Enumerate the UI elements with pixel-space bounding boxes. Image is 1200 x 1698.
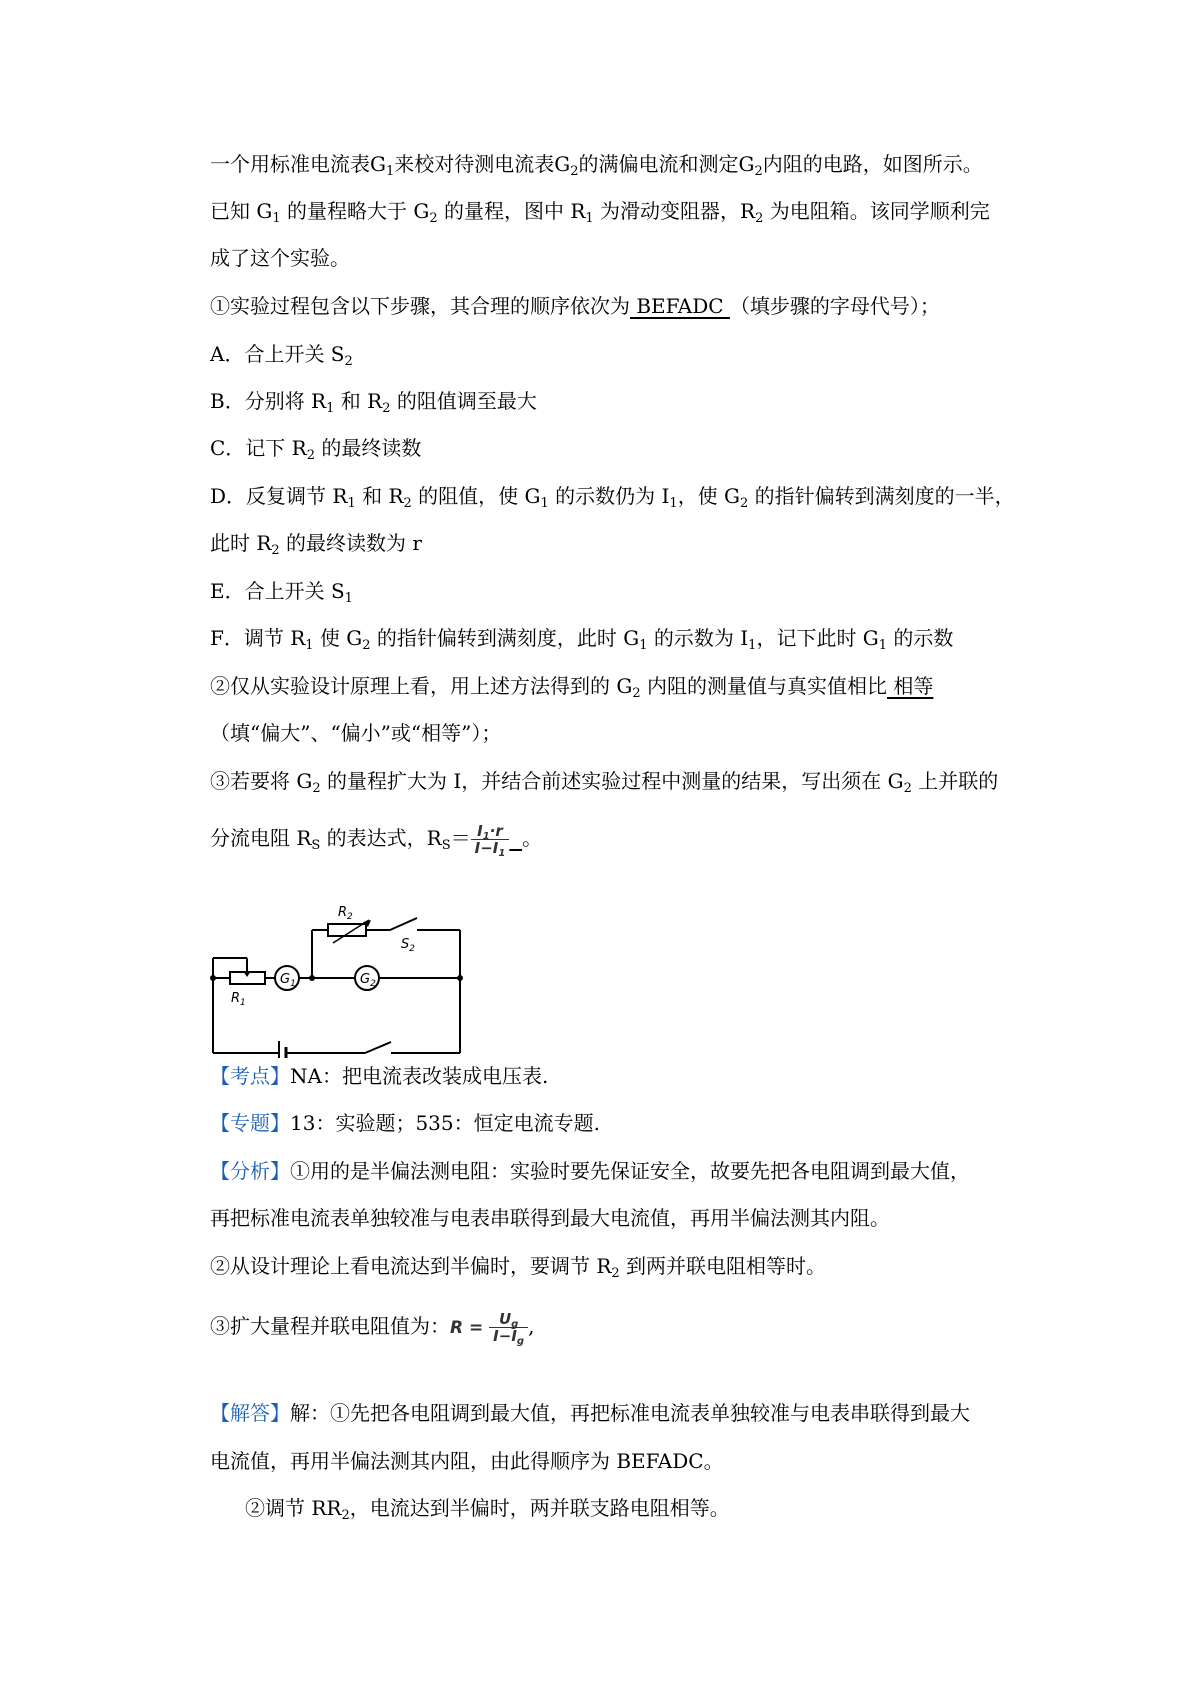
kaodian-tag: 【考点】 xyxy=(210,1064,290,1088)
fenxi-line-2: 再把标准电流表单独较准与电表串联得到最大电流值，再用半偏法测其内阻。 xyxy=(210,1206,890,1230)
zhuanti-tag: 【专题】 xyxy=(210,1111,290,1135)
fenxi-line-1: 【分析】①用的是半偏法测电阻：实验时要先保证安全，故要先把各电阻调到最大值， xyxy=(210,1159,970,1183)
step-d-cont: 此时 $R_2$ 的最终读数为 r xyxy=(210,531,422,558)
label-r2: $R_2$ xyxy=(338,905,353,922)
fenxi-tag: 【分析】 xyxy=(210,1159,290,1183)
kaodian: 【考点】NA：把电流表改装成电压表. xyxy=(210,1064,549,1088)
answer-2: 相等 xyxy=(886,674,934,698)
switch-s1 xyxy=(365,1042,391,1053)
jieda-tag: 【解答】 xyxy=(210,1401,290,1425)
jieda-line-2: 电流值，再用半偏法测其内阻，由此得顺序为 BEFADC。 xyxy=(210,1449,724,1473)
answer-1: BEFADC xyxy=(630,294,730,318)
step-f: F．调节 $R_1$ 使 $G_2$ 的指针偏转到满刻度，此时 $G_1$ 的示数为 $I_1$，记下此时 $G_1$ 的示数 xyxy=(210,626,954,653)
label-r1: $R_1$ xyxy=(231,991,246,1008)
range-formula-fraction: $\frac{U_g}{I-I_g}$ xyxy=(489,1311,528,1345)
answer-3-fraction: $\frac{I_1\cdot r}{I-I_1}$ xyxy=(471,823,510,857)
switch-s2 xyxy=(390,918,417,930)
question-2: ②仅从实验设计原理上看，用上述方法得到的 $G_2$ 内阻的测量值与真实值相比 相等 xyxy=(210,674,934,701)
label-s2: $S_2$ xyxy=(401,937,415,954)
question-2-hint: （填“偏大”、“偏小”或“相等”）； xyxy=(210,721,502,745)
answer-3 xyxy=(471,821,522,859)
zhuanti: 【专题】13：实验题；535：恒定电流专题. xyxy=(210,1111,600,1135)
jieda-line-1: 【解答】解：①先把各电阻调到最大值，再把标准电流表单独较准与电表串联得到最大 xyxy=(210,1401,970,1425)
label-g2: $G_2$ xyxy=(360,972,376,989)
intro-line-2: 已知 $G_1$ 的量程略大于 $G_2$ 的量程，图中 $R_1$ 为滑动变阻器，$R_2$ 为电阻箱。该同学顺利完 xyxy=(210,199,990,226)
label-g1: $G_1$ xyxy=(280,972,296,989)
fenxi-line-4: ③扩大量程并联电阻值为：R = $\frac{U_g}{I-I_g}$ , xyxy=(210,1309,535,1347)
intro-line-3: 成了这个实验。 xyxy=(210,246,350,270)
question-3: ③若要将 $G_2$ 的量程扩大为 I，并结合前述实验过程中测量的结果，写出须在 $G_2$ 上并联的 xyxy=(210,769,999,796)
step-e: E．合上开关 $S_1$ xyxy=(210,579,353,606)
question-1: ①实验过程包含以下步骤，其合理的顺序依次为 BEFADC （填步骤的字母代号）； xyxy=(210,294,940,318)
jieda-line-3: ②调节 $RR_2$，电流达到半偏时，两并联支路电阻相等。 xyxy=(245,1496,730,1523)
step-b: B．分别将 $R_1$ 和 $R_2$ 的阻值调至最大 xyxy=(210,389,537,416)
step-c: C．记下 $R_2$ 的最终读数 xyxy=(210,436,422,463)
intro-line-1: 一个用标准电流表$G_1$来校对待测电流表$G_2$的满偏电流和测定$G_2$内阻的电路，如图所示。 xyxy=(210,152,983,179)
step-a: A．合上开关 $S_2$ xyxy=(210,342,353,369)
step-d: D．反复调节 $R_1$ 和 $R_2$ 的阻值，使 $G_1$ 的示数仍为 $I_1$，使 $G_2$ 的指针偏转到满刻度的一半， xyxy=(210,484,1015,511)
circuit-diagram xyxy=(205,898,475,1058)
fenxi-line-3: ②从设计理论上看电流达到半偏时，要调节 $R_2$ 到两并联电阻相等时。 xyxy=(210,1254,827,1281)
question-3-formula-line: 分流电阻 $R_S$ 的表达式，$R_S=$ $\frac{I_1\cdot r}{I-I_1}$ 。 xyxy=(210,821,543,859)
